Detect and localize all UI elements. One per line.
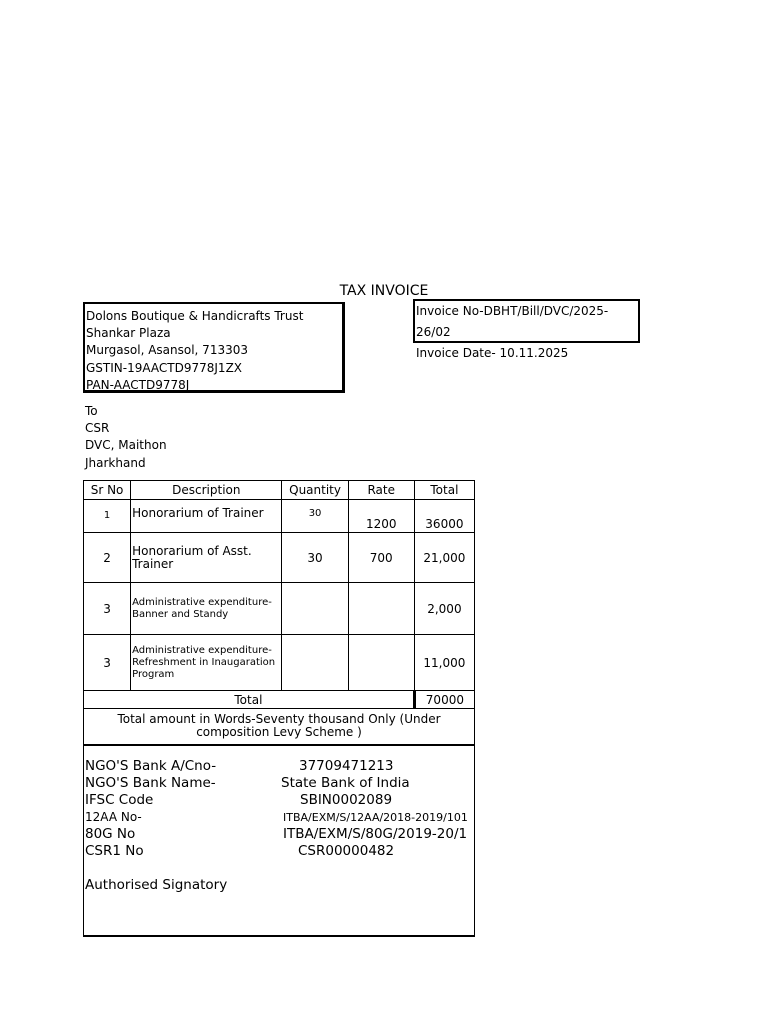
invoice-number: Invoice No-DBHT/Bill/DVC/2025-26/02 (416, 304, 609, 339)
total-value: 70000 (414, 691, 474, 709)
row-description: Honorarium of Trainer (131, 500, 282, 533)
80g-value: ITBA/EXM/S/80G/2019-20/1 (283, 826, 468, 842)
invoice-items-table (83, 480, 475, 709)
seller-address-line2: Murgasol, Asansol, 713303 (86, 343, 248, 358)
seller-address-line1: Shankar Plaza (86, 326, 171, 341)
total-row (84, 691, 475, 709)
row-description: Administrative expenditure-Banner and Standy (131, 583, 282, 635)
seller-pan: PAN-AACTD9778J (86, 377, 190, 392)
12aa-label: 12AA No- (85, 810, 142, 824)
row-description: Honorarium of Asst. Trainer (131, 533, 282, 583)
csr1-value: CSR00000482 (298, 843, 395, 859)
bank-name-label: NGO'S Bank Name- (85, 775, 216, 791)
amount-in-words: Total amount in Words-Seventy thousand Only (Under composition Levy Scheme ) (83, 709, 475, 746)
header-rate: Rate (348, 481, 414, 500)
bank-account-value: 37709471213 (299, 758, 394, 774)
invoice-date: Invoice Date- 10.11.2025 (416, 346, 569, 360)
header-description: Description (131, 481, 282, 500)
row-description: Administrative expenditure-Refreshment in Inaugaration Program (131, 635, 282, 691)
header-total: Total (414, 481, 474, 500)
table-header-row (84, 481, 475, 500)
table-row (84, 583, 475, 635)
invoice-title: TAX INVOICE (339, 283, 429, 299)
recipient-block (85, 403, 167, 472)
row-rate (348, 635, 414, 691)
row-quantity: 30 (282, 533, 348, 583)
csr1-label: CSR1 No (85, 843, 144, 859)
authorised-signatory: Authorised Signatory (85, 877, 228, 893)
table-row (84, 635, 475, 691)
row-sr: 3 (84, 583, 131, 635)
row-quantity (282, 635, 348, 691)
recipient-line1: CSR (85, 421, 110, 436)
total-label: Total (84, 691, 415, 709)
row-sr: 1 (84, 500, 131, 533)
row-rate: 700 (348, 533, 414, 583)
bank-name-value: State Bank of India (281, 775, 410, 791)
recipient-to: To (85, 404, 98, 418)
row-total: 11,000 (414, 635, 474, 691)
header-sr-no: Sr No (84, 481, 131, 500)
table-row (84, 500, 475, 533)
12aa-value: ITBA/EXM/S/12AA/2018-2019/101 (283, 811, 468, 824)
seller-details-box (83, 302, 345, 393)
row-quantity: 30 (282, 500, 348, 533)
row-total: 2,000 (414, 583, 474, 635)
bank-account-label: NGO'S Bank A/Cno- (85, 758, 217, 774)
recipient-line3: Jharkhand (85, 455, 146, 470)
header-quantity: Quantity (282, 481, 348, 500)
row-sr: 3 (84, 635, 131, 691)
row-rate (348, 583, 414, 635)
seller-name: Dolons Boutique & Handicrafts Trust (86, 309, 304, 323)
row-quantity (282, 583, 348, 635)
seller-gstin: GSTIN-19AACTD9778J1ZX (86, 360, 243, 375)
80g-label: 80G No (85, 826, 136, 842)
row-sr: 2 (84, 533, 131, 583)
ifsc-value: SBIN0002089 (300, 792, 393, 808)
table-row (84, 533, 475, 583)
row-rate: 1200 (348, 500, 414, 533)
bank-details-box (83, 745, 475, 937)
row-total: 21,000 (414, 533, 474, 583)
ifsc-label: IFSC Code (85, 792, 154, 808)
row-total: 36000 (414, 500, 474, 533)
recipient-line2: DVC, Maithon (85, 438, 167, 453)
invoice-info-box (413, 299, 640, 360)
